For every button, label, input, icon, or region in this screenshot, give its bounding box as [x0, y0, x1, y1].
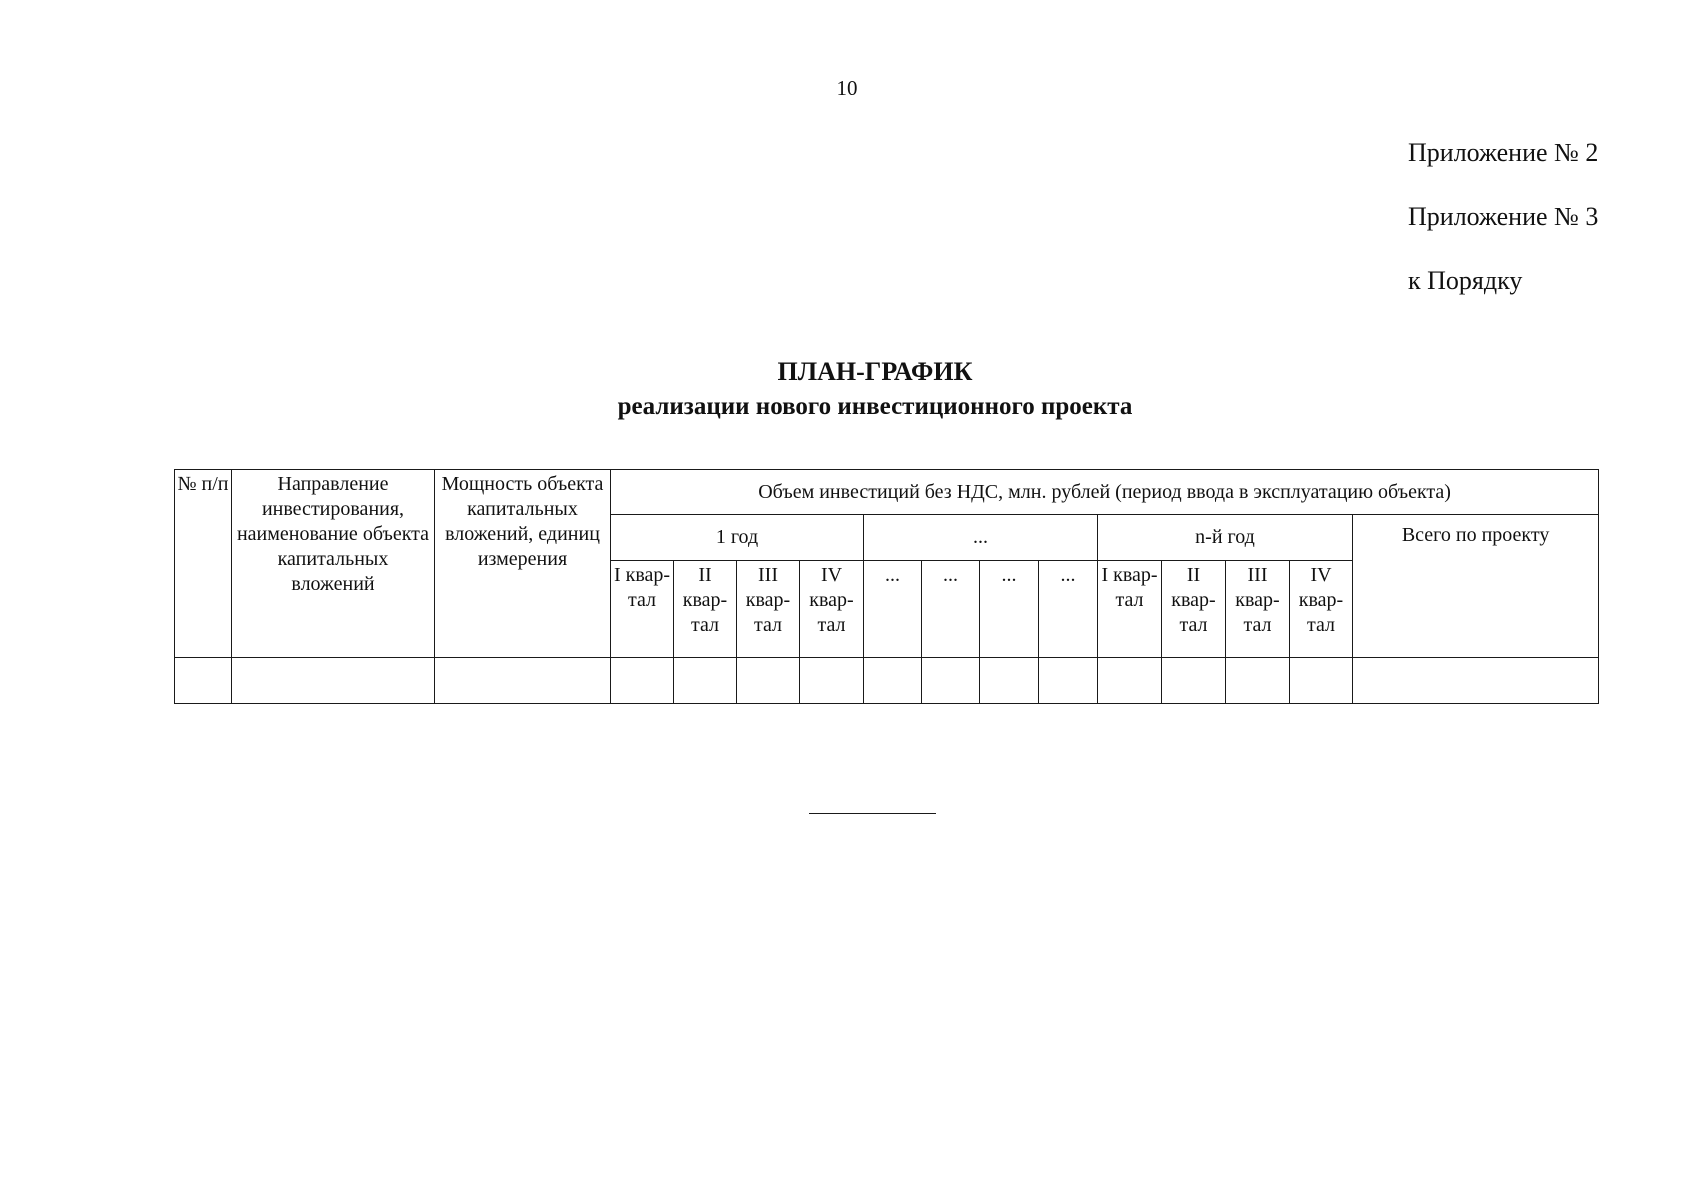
table-cell [1290, 658, 1353, 704]
header-cell-number: № п/п [175, 470, 232, 658]
quarter-cell: I квар-тал [611, 561, 674, 658]
end-separator-line [809, 813, 936, 814]
table-cell [1226, 658, 1290, 704]
quarter-cell: IV квар-тал [1290, 561, 1353, 658]
table-cell [1353, 658, 1599, 704]
appendix-reference: к Порядку [1408, 266, 1523, 295]
table-cell [864, 658, 922, 704]
header-cell-year-middle: ... [864, 515, 1098, 561]
quarter-cell: III квар-тал [1226, 561, 1290, 658]
header-cell-year-last: n-й год [1098, 515, 1353, 561]
header-cell-year-first: 1 год [611, 515, 864, 561]
appendix-label: Приложение № 2 [1408, 138, 1599, 167]
table-cell [1162, 658, 1226, 704]
table-cell [1039, 658, 1098, 704]
quarter-cell: II квар-тал [1162, 561, 1226, 658]
header-cell-direction: Направление инвестирования, наименование объекта капитальных вложений [232, 470, 435, 658]
plan-schedule-table [174, 469, 1599, 704]
table-cell [800, 658, 864, 704]
quarter-cell: I квар-тал [1098, 561, 1162, 658]
table-cell [922, 658, 980, 704]
table-row [175, 658, 1599, 704]
quarter-cell: II квар-тал [674, 561, 737, 658]
quarter-cell: ... [864, 561, 922, 658]
document-subtitle: реализации нового инвестиционного проекта [617, 393, 1133, 420]
header-cell-total: Всего по проекту [1353, 515, 1599, 658]
document-title: ПЛАН-ГРАФИК [777, 357, 973, 386]
table-cell [175, 658, 232, 704]
header-cell-investment-volume: Объем инвестиций без НДС, млн. рублей (период ввода в эксплуатацию объекта) [611, 470, 1599, 515]
table-cell [980, 658, 1039, 704]
table-cell [232, 658, 435, 704]
table-cell [737, 658, 800, 704]
quarter-cell: IV квар-тал [800, 561, 864, 658]
table-cell [611, 658, 674, 704]
table-header-row [175, 470, 1599, 515]
table-cell [435, 658, 611, 704]
quarter-cell: III квар-тал [737, 561, 800, 658]
header-cell-capacity: Мощность объекта капитальных вложений, единиц измерения [435, 470, 611, 658]
table-cell [1098, 658, 1162, 704]
appendix-label: Приложение № 3 [1408, 202, 1599, 231]
quarter-cell: ... [1039, 561, 1098, 658]
table-cell [674, 658, 737, 704]
quarter-cell: ... [980, 561, 1039, 658]
quarter-cell: ... [922, 561, 980, 658]
page-number: 10 [836, 76, 858, 100]
